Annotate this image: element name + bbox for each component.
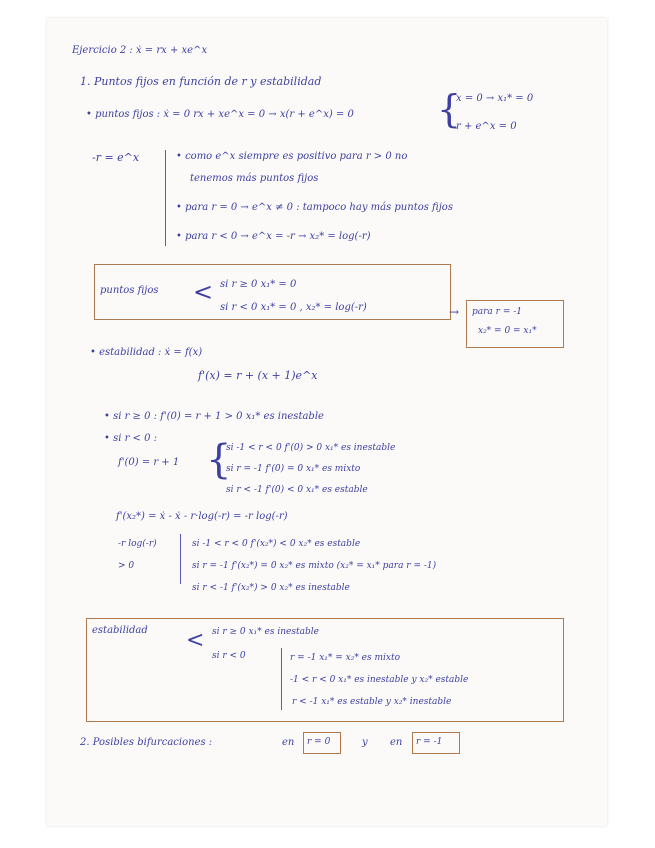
note2: • para r = 0 → e^x ≠ 0 : tampoco hay más puntos fijos — [176, 202, 453, 213]
neg-log-note: -r log(-r) — [118, 539, 157, 549]
side-note-line1: para r = -1 — [472, 307, 522, 317]
sub-case-5: si r = -1 f'(x₂*) = 0 x₂* es mixto (x₂* = x₁* para r = -1) — [192, 561, 437, 571]
sub-case-3: si r < -1 f'(0) < 0 x₁* es estable — [226, 485, 368, 495]
case-pos: • si r ≥ 0 : f'(0) = r + 1 > 0 x₁* es inestable — [104, 411, 324, 422]
bifurcation-value-1: r = 0 — [307, 737, 331, 747]
side-note-line2: x₂* = 0 = x₁* — [478, 326, 537, 336]
stability-heading: • estabilidad : ẋ = f(x) — [90, 347, 203, 358]
fixed-summary-case1: si r ≥ 0 x₁* = 0 — [220, 279, 297, 290]
r-eq: -r = e^x — [92, 151, 140, 164]
fixed-summary-case2: si r < 0 x₁* = 0 , x₂* = log(-r) — [220, 302, 367, 313]
note1-a: • como e^x siempre es positivo para r > 0 no — [176, 151, 408, 162]
derivative: f'(x) = r + (x + 1)e^x — [198, 369, 318, 382]
section2-en1: en — [282, 737, 295, 748]
stab-summary-sub2: -1 < r < 0 x₁* es inestable y x₂* estable — [290, 675, 469, 685]
stab-summary-divider — [281, 648, 282, 710]
sub-case-1: si -1 < r < 0 f'(0) > 0 x₁* es inestable — [226, 443, 396, 453]
notes-divider — [165, 150, 166, 246]
sub-case-4: si -1 < r < 0 f'(x₂*) < 0 x₂* es estable — [192, 539, 361, 549]
fixed-points-line: • puntos fijos : ẋ = 0 rx + xe^x = 0 → x(r + e^x) = 0 — [86, 109, 354, 120]
branch-a: x = 0 → x₁* = 0 — [456, 93, 534, 104]
stab-summary-case1: si r ≥ 0 x₁* es inestable — [212, 627, 319, 637]
stab-summary-sub3: r < -1 x₁* es estable y x₂* inestable — [292, 697, 452, 707]
fixed-summary-angle: < — [193, 278, 214, 306]
fixed-summary-label: puntos fijos — [100, 285, 159, 296]
note3: • para r < 0 → e^x = -r → x₂* = log(-r) — [176, 231, 371, 242]
note1-b: tenemos más puntos fijos — [190, 173, 319, 184]
stab-summary-sub1: r = -1 x₁* = x₂* es mixto — [290, 653, 401, 663]
exercise-title: Ejercicio 2 : ẋ = rx + xe^x — [72, 45, 208, 56]
stab-summary-label: estabilidad — [92, 625, 148, 636]
section2-heading: 2. Posibles bifurcaciones : — [80, 737, 213, 748]
f-prime-zero: f'(0) = r + 1 — [118, 457, 180, 468]
f-prime-x2: f'(x₂*) = ẋ - ẋ - r·log(-r) = -r log(-r) — [116, 511, 288, 522]
arrow-to-side-box: → — [449, 305, 460, 319]
section1-heading: 1. Puntos fijos en función de r y estabilidad — [80, 75, 322, 88]
fixed-points-brace: { — [437, 87, 462, 131]
x2-divider — [180, 534, 181, 584]
sub-case-6: si r < -1 f'(x₂*) > 0 x₂* es inestable — [192, 583, 350, 593]
stab-summary-case2: si r < 0 — [212, 651, 246, 661]
section2-y: y — [362, 737, 368, 748]
branch-b: r + e^x = 0 — [456, 121, 517, 132]
neg-case-brace: { — [206, 437, 232, 483]
section2-en2: en — [390, 737, 403, 748]
bifurcation-value-2: r = -1 — [416, 737, 443, 747]
gt-zero-note: > 0 — [118, 561, 135, 571]
case-neg: • si r < 0 : — [104, 433, 158, 444]
stab-summary-angle: < — [186, 628, 205, 653]
sub-case-2: si r = -1 f'(0) = 0 x₁* es mixto — [226, 464, 361, 474]
